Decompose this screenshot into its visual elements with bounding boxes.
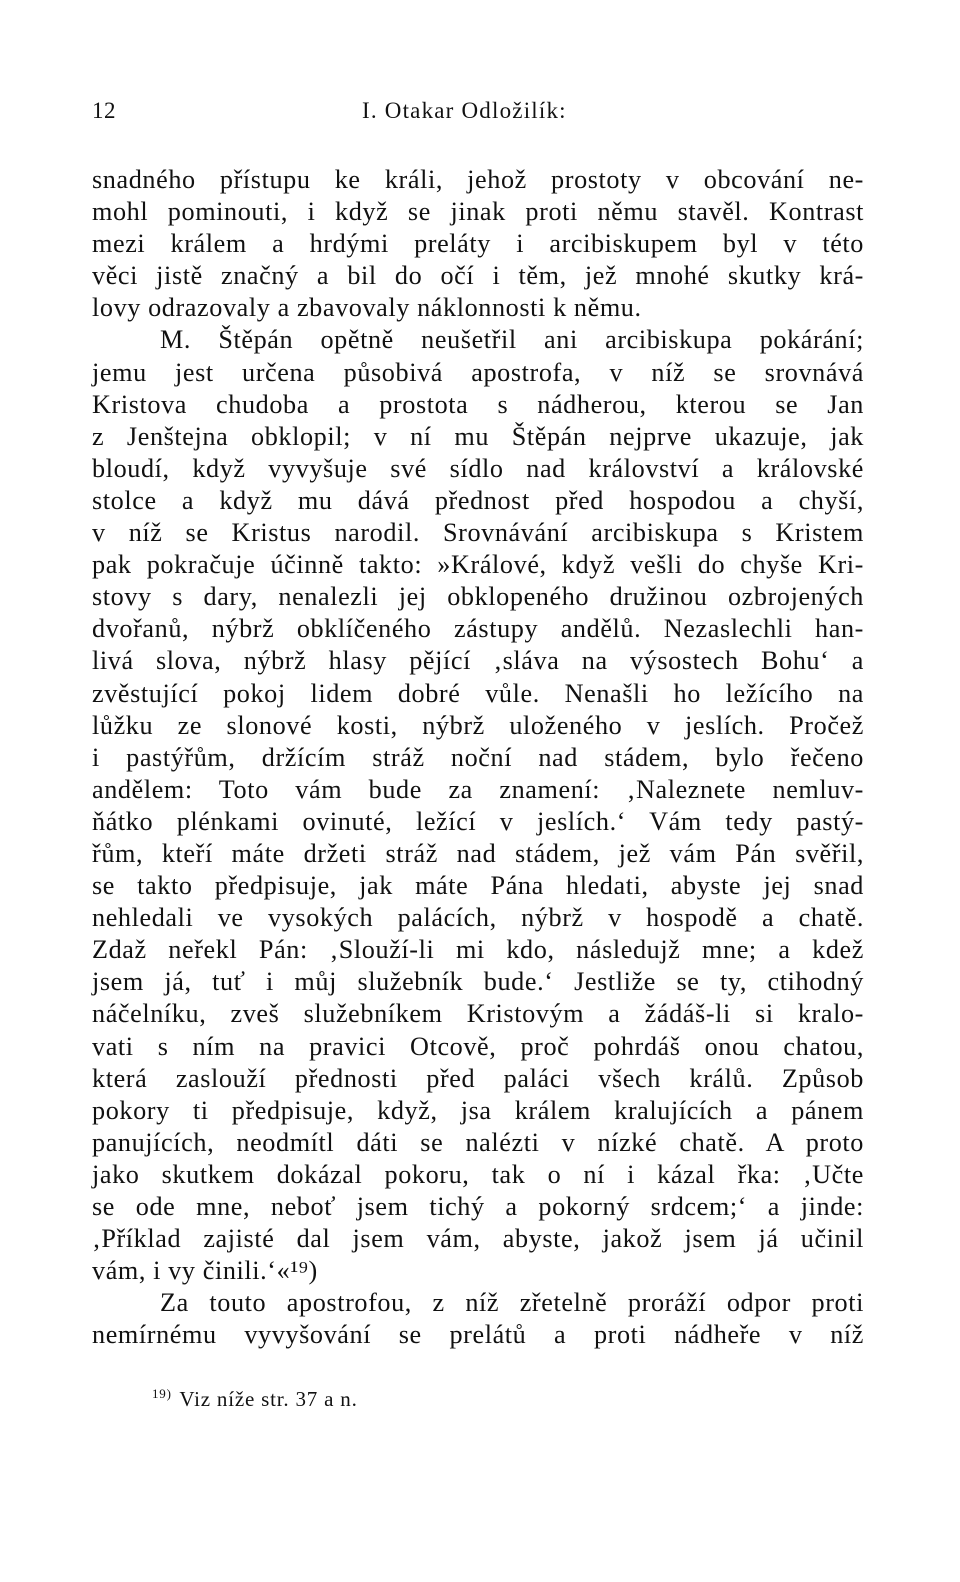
text-line: se ode mne, neboť jsem tichý a pokorný srdcem;‘ a jinde: xyxy=(92,1192,864,1221)
text-line: i pastýřům, držícím stráž noční nad stádem, bylo řečeno xyxy=(92,742,864,772)
text-line: vati s ním na pravici Otcově, proč pohrdáš onou chatou, xyxy=(92,1031,864,1061)
text-line: ‚Příklad zajisté dal jsem vám, abyste, jakož jsem já učinil xyxy=(92,1224,864,1254)
text-line: mezi králem a hrdými preláty i arcibiskupem byl v této xyxy=(92,229,864,259)
text-line: mohl pominouti, i když se jinak proti němu stavěl. Kontrast xyxy=(92,197,864,227)
text-line: věci jistě značný a bil do očí i těm, jež mnohé skutky krá- xyxy=(92,261,864,291)
running-head: I. Otakar Odložilík: xyxy=(362,98,567,123)
text-line: Kristova chudoba a prostota s nádherou, kterou se Jan xyxy=(92,389,864,419)
text-line: zvěstující pokoj lidem dobré vůle. Nenašli ho ležícího na xyxy=(92,678,864,708)
page-number: 12 xyxy=(92,98,116,123)
text-line: dvořanů, nýbrž obklíčeného zástupy andělů. Nezaslechli han- xyxy=(92,614,864,644)
text-line: z Jenštejna obklopil; v ní mu Štěpán nejprve ukazuje, jak xyxy=(92,421,864,451)
text-line: livá slova, nýbrž hlasy pějící ‚sláva na výsostech Bohu‘ a xyxy=(92,646,864,676)
text-line: stolce a když mu dává přednost před hospodou a chyší, xyxy=(92,485,864,515)
text-line: náčelníku, zveš služebníkem Kristovým a žádáš-li si kralo- xyxy=(92,999,864,1029)
page-header xyxy=(92,98,868,138)
text-line: nemírnému vyvyšování se prelátů a proti nádheře v níž xyxy=(92,1320,864,1350)
text-line: řům, kteří máte držeti stráž nad stádem, jež vám Pán svěřil, xyxy=(92,838,864,868)
text-line: v níž se Kristus narodil. Srovnávání arcibiskupa s Kristem xyxy=(92,518,864,548)
footnote xyxy=(152,1386,358,1412)
text-line: jako skutkem dokázal pokoru, tak o ní i kázal řka: ‚Učte xyxy=(92,1159,864,1189)
text-line: lovy odrazovaly a zbavovaly náklonnosti k němu. xyxy=(92,293,642,323)
text-line: bloudí, když vyvyšuje své sídlo nad království a královské xyxy=(92,453,864,483)
text-line: jsem já, tuť i můj služebník bude.‘ Jestliže se ty, ctihodný xyxy=(92,967,864,997)
text-line: Za touto apostrofou, z níž zřetelně proráží odpor proti xyxy=(160,1288,864,1318)
text-line: pak pokračuje účinně takto: »Králové, když vešli do chyše Kri- xyxy=(92,550,864,580)
text-line: lůžku ze slonové kosti, nýbrž uloženého v jeslích. Pročež xyxy=(92,710,864,740)
body-text xyxy=(92,164,864,1351)
text-line: snadného přístupu ke králi, jehož prostoty v obcování ne- xyxy=(92,165,864,194)
text-line: se takto předpisuje, jak máte Pána hledati, abyste jej snad xyxy=(92,871,864,901)
text-line: stovy s dary, nenalezli jej obklopeného družinou ozbrojených xyxy=(92,582,864,612)
text-line: andělem: Toto vám bude za znamení: ‚Naleznete nemluv- xyxy=(92,774,864,804)
text-line: jemu jest určena působivá apostrofa, v níž se srovnává xyxy=(92,357,864,387)
footnote-text: Viz níže str. 37 a n. xyxy=(179,1387,358,1411)
text-line: nehledali ve vysokých palácích, nýbrž v hospodě a chatě. xyxy=(92,903,864,933)
text-line: vám, i vy činili.‘«¹⁹) xyxy=(92,1256,318,1286)
text-line: pokory ti předpisuje, když, jsa králem kralujících a pánem xyxy=(92,1095,864,1125)
text-line: Zdaž neřekl Pán: ‚Slouží-li mi kdo, následujž mne; a kdež xyxy=(92,935,864,965)
text-line: panujících, neodmítl dáti se nalézti v nízké chatě. A proto xyxy=(92,1127,864,1157)
text-line: která zaslouží přednosti před paláci všech králů. Způsob xyxy=(92,1063,864,1093)
footnote-mark: 19) xyxy=(152,1386,172,1401)
text-line: M. Štěpán opětně neušetřil ani arcibiskupa pokárání; xyxy=(160,325,864,355)
text-line: ňátko plénkami ovinuté, ležící v jeslích.‘ Vám tedy pastý- xyxy=(92,806,864,836)
